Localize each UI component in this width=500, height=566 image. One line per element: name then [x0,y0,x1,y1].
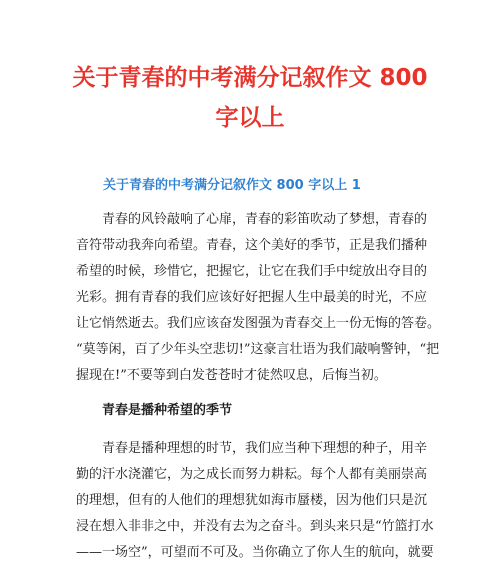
paragraph-line: 青春的风铃敲响了心扉，青春的彩笛吹动了梦想，青春的 [76,212,428,227]
paragraph-line: 音符带动我奔向希望。青春，这个美好的季节，正是我们播种 [76,238,428,253]
article-subtitle: 关于青春的中考满分记叙作文 800 字以上 1 [103,178,361,193]
paragraph-line: 让它悄然逝去。我们应该奋发图强为青春交上一份无悔的答卷。 [76,316,441,331]
paragraph-line: 勤的汗水浇灌它，为之成长而努力耕耘。每个人都有美丽崇高 [76,467,428,482]
paragraph-2 [76,436,436,566]
paragraph-line: “莫等闲，百了少年头空悲切!”这豪言壮语为我们敲响警钟，“把 [76,342,440,357]
document-title [40,58,460,138]
title-line-1: 关于青春的中考满分记叙作文 800 [72,65,428,91]
section-heading: 青春是播种希望的季节 [102,403,233,418]
paragraph-1 [76,207,441,389]
paragraph-line: 青春是播种理想的时节，我们应当种下理想的种子，用辛 [76,441,428,456]
paragraph-line: 光彩。拥有青春的我们应该好好把握人生中最美的时光，不应 [76,290,428,305]
paragraph-line: ——一场空”，可望而不可及。当你确立了你人生的航向，就要 [76,545,434,560]
paragraph-line: 希望的时候，珍惜它，把握它，让它在我们手中绽放出夺目的 [76,264,428,279]
title-line-2: 字以上 [215,105,285,131]
paragraph-line: 的理想，但有的人他们的理想犹如海市蜃楼，因为他们只是沉 [76,493,428,508]
paragraph-line: 握现在!”不要等到白发苍苍时才徒然叹息，后悔当初。 [76,368,387,383]
paragraph-line: 浸在想入非非之中，并没有去为之奋斗。到头来只是“竹篮打水 [76,519,434,534]
